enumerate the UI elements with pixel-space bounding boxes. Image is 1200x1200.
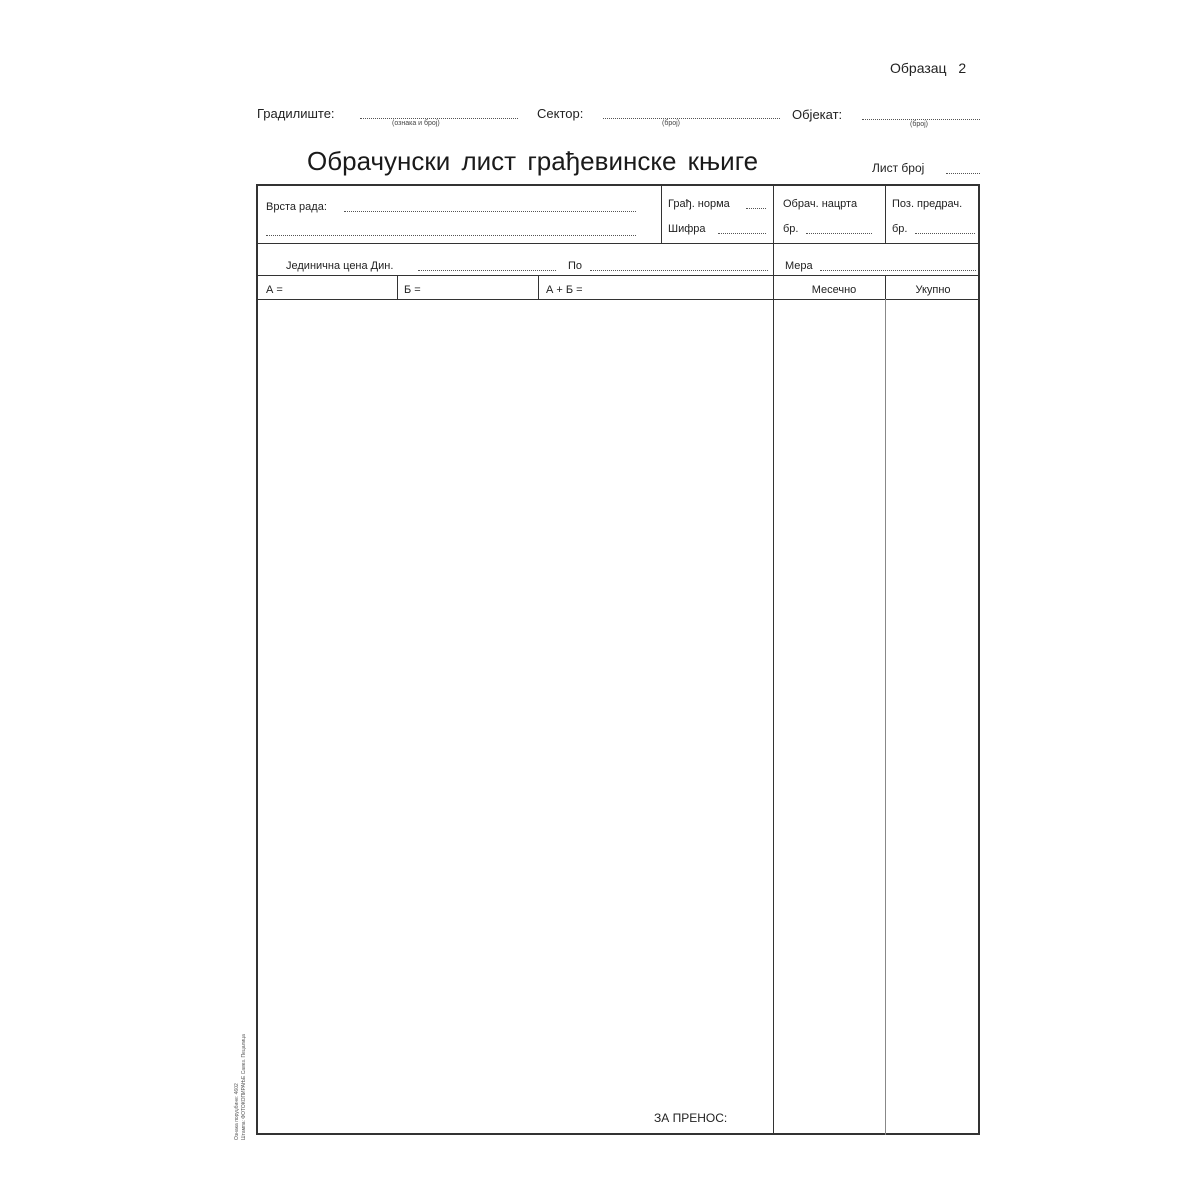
form-number: Образац 2: [890, 60, 967, 76]
divider: [661, 186, 662, 243]
col-total-header: Укупно: [915, 284, 951, 296]
object-field[interactable]: [862, 119, 980, 120]
object-label: Објекат:: [792, 107, 843, 122]
printer-imprint: [234, 1034, 248, 1140]
col-monthly-header: Месечно: [811, 284, 857, 296]
per-field[interactable]: [590, 270, 768, 271]
sector-hint: (број): [662, 120, 681, 127]
norm-label: Грађ. норма: [668, 198, 730, 210]
unit-price-field[interactable]: [418, 270, 556, 271]
page-title: Обрачунски лист грађевинске књиге: [307, 146, 759, 176]
work-type-field-2[interactable]: [266, 235, 636, 236]
col-a-label: А =: [266, 284, 283, 296]
site-label: Градилиште:: [257, 106, 335, 121]
total-column-border: [885, 299, 886, 1135]
calc-drawing-no-field[interactable]: [806, 233, 872, 234]
col-b-label: Б =: [404, 284, 421, 296]
norm-field[interactable]: [746, 208, 766, 209]
pre-calc-no-field[interactable]: [915, 233, 975, 234]
divider: [397, 275, 398, 299]
divider: [885, 275, 886, 299]
sector-field[interactable]: [603, 118, 780, 119]
sheet-number-field[interactable]: [946, 173, 980, 174]
row-divider: [258, 299, 978, 300]
code-field[interactable]: [718, 233, 766, 234]
per-label: По: [568, 260, 583, 272]
sector-label: Сектор:: [537, 106, 584, 121]
imprint-line-2: Штампа: ФОТОКОПИРАЊЕ Савез. Пецалица: [241, 1034, 247, 1140]
divider: [885, 186, 886, 243]
divider: [538, 275, 539, 299]
calculation-area[interactable]: [258, 301, 771, 1101]
imprint-line-1: Ознака поруџбине: 4602: [234, 1083, 240, 1140]
calc-drawing-no-label: бр.: [783, 223, 799, 235]
measure-label: Мера: [785, 260, 813, 272]
divider: [773, 186, 774, 243]
object-hint: (број): [910, 121, 929, 128]
site-hint: (ознака и број): [392, 120, 440, 127]
work-type-label: Врста рада:: [266, 201, 327, 213]
unit-price-label: Јединична цена Дин.: [286, 260, 394, 272]
monthly-column[interactable]: [776, 301, 884, 1131]
col-ab-label: А + Б =: [546, 284, 583, 296]
monthly-column-border: [773, 243, 774, 1135]
row-divider: [258, 243, 978, 244]
calculation-form: [256, 184, 980, 1135]
pre-calc-no-label: бр.: [892, 223, 908, 235]
sheet-number-label: Лист број: [872, 161, 925, 175]
code-label: Шифра: [668, 223, 706, 235]
calc-drawing-label: Обрач. нацрта: [783, 198, 858, 210]
pre-calc-label: Поз. предрач.: [892, 198, 963, 210]
total-column[interactable]: [888, 301, 976, 1131]
row-divider: [258, 275, 978, 276]
measure-field[interactable]: [820, 270, 976, 271]
work-type-field-1[interactable]: [344, 211, 636, 212]
site-field[interactable]: [360, 118, 518, 119]
carry-over-label: ЗА ПРЕНОС:: [654, 1111, 728, 1125]
